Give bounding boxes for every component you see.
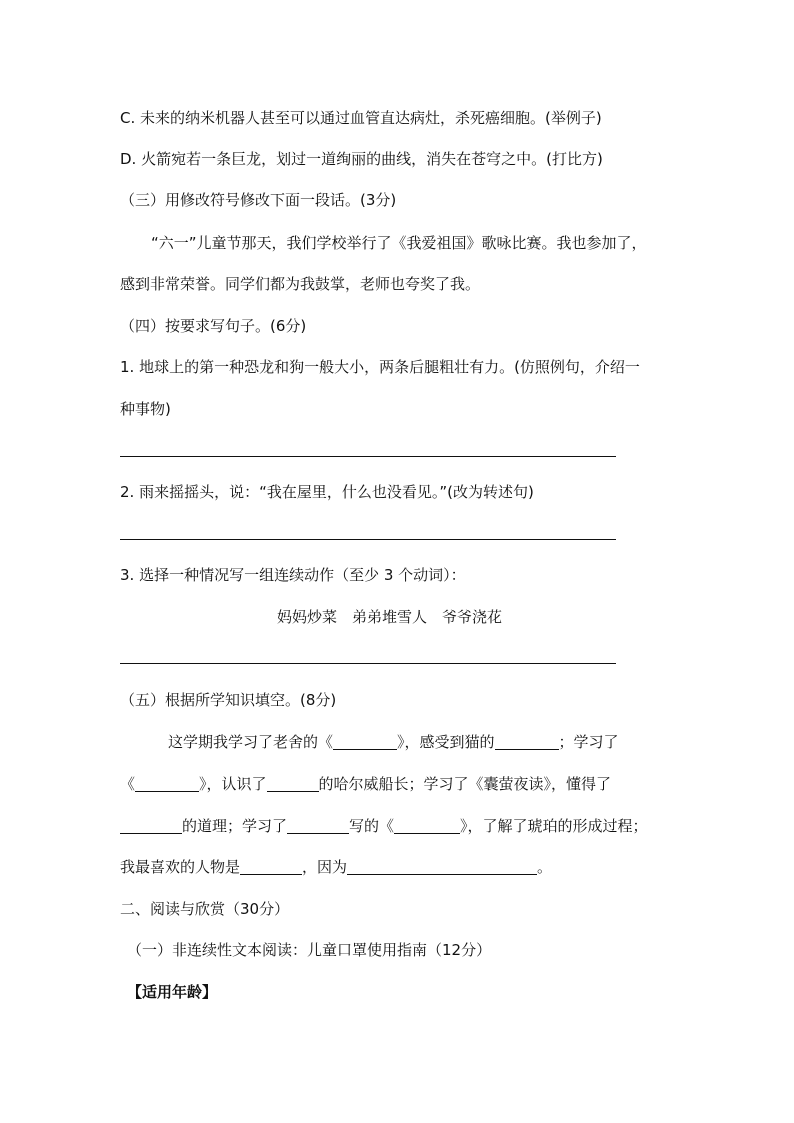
text: 》，认识了 — [199, 775, 267, 793]
q1-line1: 1. 地球上的第一种恐龙和狗一般大小，两条后腿粗壮有力。(仿照例句，介绍一 — [120, 358, 640, 376]
part3-paragraph-line2: 感到非常荣誉。同学们都为我鼓掌，老师也夸奖了我。 — [120, 275, 481, 293]
blank-lesson-captain[interactable] — [135, 775, 199, 792]
blank-lesson-cat[interactable] — [333, 733, 397, 750]
q1-answer-line[interactable] — [120, 456, 616, 457]
blank-cat-trait[interactable] — [495, 733, 559, 750]
part5-line3 — [120, 815, 648, 837]
part5-line1 — [168, 731, 619, 753]
q2: 2. 雨来摇摇头，说：“我在屋里，什么也没看见。”(改为转述句) — [120, 483, 534, 501]
blank-favorite-character[interactable] — [240, 858, 302, 875]
blank-author[interactable] — [287, 817, 349, 834]
text: 的道理；学习了 — [182, 817, 288, 835]
part5-heading: （五）根据所学知识填空。(8分) — [120, 691, 337, 709]
text: 这学期我学习了老舍的《 — [168, 733, 334, 751]
text: 的哈尔威船长；学习了《囊萤夜读》，懂得了 — [318, 775, 612, 793]
blank-reason[interactable] — [347, 858, 537, 875]
item-d: D. 火箭宛若一条巨龙，划过一道绚丽的曲线，消失在苍穹之中。(打比方) — [120, 150, 603, 168]
q3: 3. 选择一种情况写一组连续动作（至少 3 个动词）： — [120, 566, 466, 584]
text: 写的《 — [349, 817, 395, 835]
text: 我最喜欢的人物是 — [120, 858, 241, 876]
text: 》，感受到猫的 — [397, 733, 495, 751]
blank-captain-trait[interactable] — [267, 775, 319, 792]
applicable-age-tag: 【适用年龄】 — [127, 983, 218, 1001]
text: ，因为 — [302, 858, 348, 876]
blank-lesson-moral[interactable] — [120, 817, 182, 834]
text: 》，了解了琥珀的形成过程； — [460, 817, 648, 835]
part3-paragraph-line1: “六一”儿童节那天，我们学校举行了《我爱祖国》歌咏比赛。我也参加了， — [151, 234, 647, 252]
item-c: C. 未来的纳米机器人甚至可以通过血管直达病灶，杀死癌细胞。(举例子) — [120, 109, 602, 127]
blank-lesson-amber[interactable] — [394, 817, 460, 834]
q3-options: 妈妈炒菜 弟弟堆雪人 爷爷浇花 — [277, 608, 503, 626]
section-two-heading: 二、阅读与欣赏（30分） — [120, 900, 290, 918]
part5-line4 — [120, 856, 552, 878]
q2-answer-line[interactable] — [120, 539, 616, 540]
q1-line2: 种事物) — [120, 400, 171, 418]
q3-answer-line[interactable] — [120, 663, 616, 664]
text: 。 — [537, 858, 553, 876]
part3-heading: （三）用修改符号修改下面一段话。(3分) — [120, 191, 397, 209]
section-two-subheading: （一）非连续性文本阅读：儿童口罩使用指南（12分） — [127, 941, 492, 959]
text: 《 — [120, 775, 136, 793]
part5-line2 — [120, 773, 611, 795]
text: ；学习了 — [558, 733, 619, 751]
part4-heading: （四）按要求写句子。(6分) — [120, 317, 307, 335]
